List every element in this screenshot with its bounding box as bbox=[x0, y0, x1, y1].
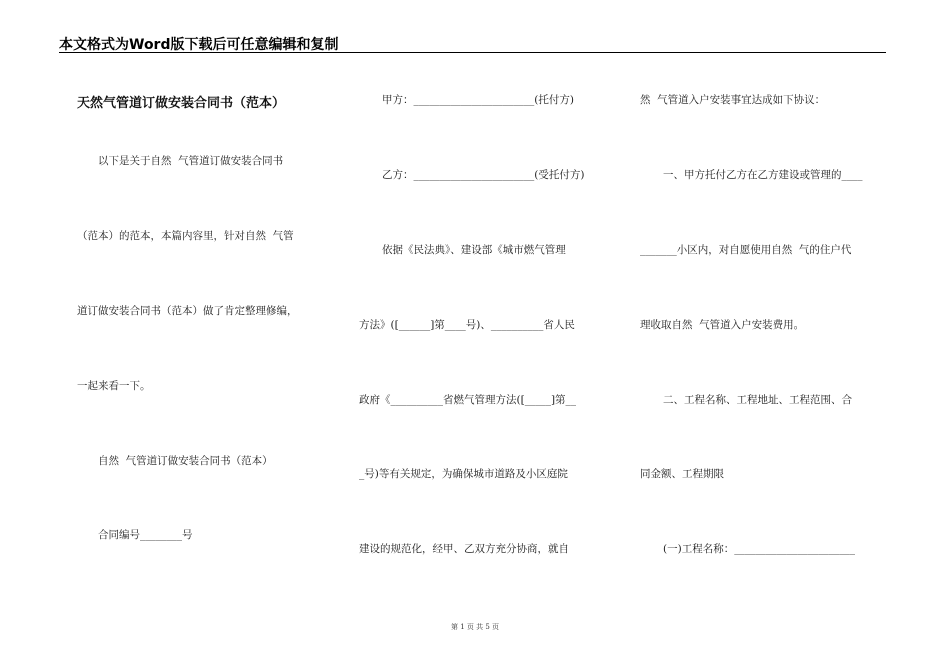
col3-line-6: 同金额、工程期限 bbox=[640, 468, 724, 480]
col3-line-5: 二、工程名称、工程地址、工程范围、合 bbox=[663, 394, 852, 406]
col2-line-5: 政府《__________省燃气管理方法([_____]第__ bbox=[359, 394, 577, 406]
col1-line-5: 自然 气管道订做安装合同书（范本） bbox=[98, 455, 273, 467]
header-divider bbox=[59, 52, 886, 53]
col3-line-1: 然 气管道入户安装事宜达成如下协议： bbox=[640, 94, 826, 106]
col2-line-2: 乙方：_______________________(受托付方) bbox=[382, 169, 585, 181]
document-header-title: 本文格式为Word版下载后可任意编辑和复制 bbox=[59, 37, 339, 53]
page-number: 第 1 页 共 5 页 bbox=[450, 623, 500, 631]
contract-title: 天然气管道订做安装合同书（范本） bbox=[77, 96, 286, 111]
col1-line-1: 以下是关于自然 气管道订做安装合同书 bbox=[98, 155, 284, 167]
col3-line-2: 一、甲方托付乙方在乙方建设或管理的____ bbox=[663, 169, 863, 181]
col2-line-7: 建设的规范化，经甲、乙双方充分协商，就自 bbox=[359, 543, 569, 555]
col2-line-1: 甲方：_______________________(托付方) bbox=[382, 94, 574, 106]
col1-line-3: 道订做安装合同书（范本）做了肯定整理修编， bbox=[77, 305, 298, 317]
col3-line-3: _______小区内，对自愿使用自然 气的住户代 bbox=[640, 244, 852, 256]
col3-line-7: (一)工程名称：_______________________ bbox=[663, 543, 855, 555]
col2-line-4: 方法》([______]第____号)、__________省人民 bbox=[359, 319, 575, 331]
col3-line-4: 理收取自然 气管道入户安装费用。 bbox=[640, 319, 805, 331]
col1-line-6: 合同编号________号 bbox=[98, 529, 193, 541]
col1-line-4: 一起来看一下。 bbox=[77, 380, 151, 392]
col2-line-6: _号)等有关规定，为确保城市道路及小区庭院 bbox=[359, 468, 568, 480]
col2-line-3: 依据《民法典》、建设部《城市燃气管理 bbox=[382, 244, 566, 256]
col1-line-2: （范本）的范本，本篇内容里，针对自然 气管 bbox=[77, 230, 294, 242]
